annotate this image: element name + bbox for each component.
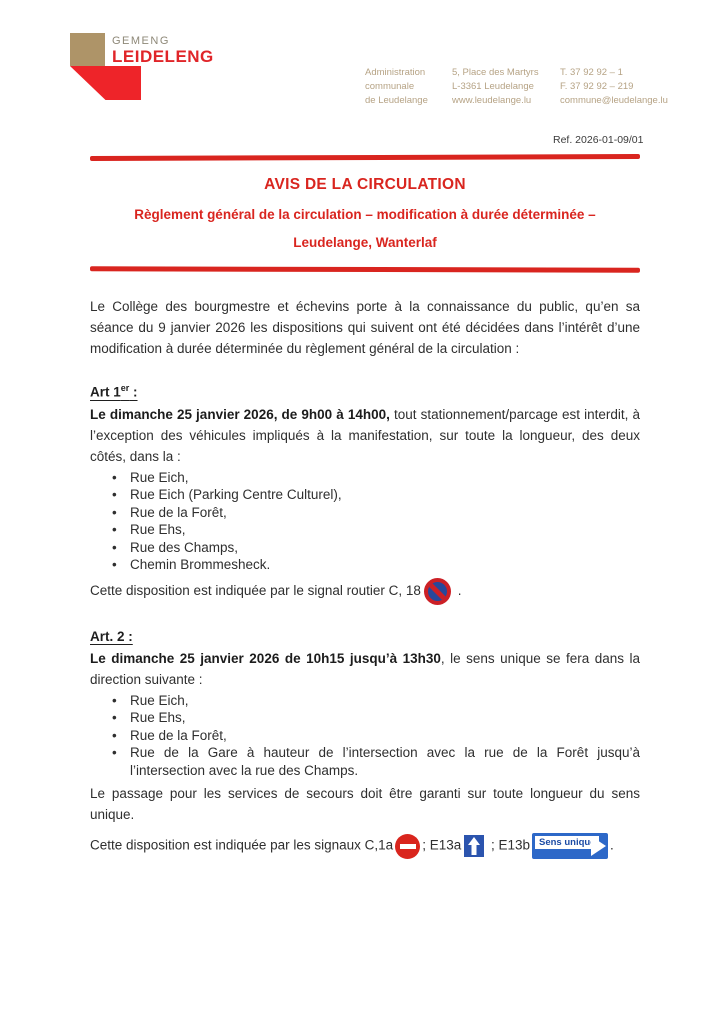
contact-phone: T. 37 92 92 – 1 xyxy=(560,67,623,78)
logo-name-label: LEIDELENG xyxy=(112,47,214,66)
no-entry-sign-c1a-icon xyxy=(395,834,420,859)
street-name: Rue de la Forêt, xyxy=(130,504,227,520)
list-item xyxy=(90,521,640,539)
list-item xyxy=(90,709,640,727)
one-way-up-arrow-sign-e13a-icon xyxy=(464,835,484,857)
article-2-street-list xyxy=(90,692,640,780)
list-item xyxy=(90,692,640,710)
contact-line: de Leudelange xyxy=(365,95,428,106)
contact-address-col2 xyxy=(452,66,560,108)
notice-subtitle-1: Règlement général de la circulation – modification à durée déterminée – xyxy=(134,207,596,222)
street-name: Rue de la Gare à hauteur de l’intersection avec la rue de la Forêt jusqu’à l’intersection avec la rue des Champs. xyxy=(130,745,640,778)
notice-subtitle-2: Leudelange, Wanterlaf xyxy=(293,235,437,250)
notice-title: AVIS DE LA CIRCULATION xyxy=(264,176,466,193)
list-item xyxy=(90,727,640,745)
divider-bar-top xyxy=(90,154,640,161)
notice-content xyxy=(90,155,640,859)
article-2-paragraph: Le dimanche 25 janvier 2026 de 10h15 jusqu’à 13h30, le sens unique se fera dans la direction suivante : xyxy=(90,650,641,687)
bullet-icon: • xyxy=(112,745,117,760)
sens-unique-label: Sens unique xyxy=(535,836,599,849)
article-1-street-list xyxy=(90,469,640,574)
bullet-icon: • xyxy=(112,469,117,485)
list-item xyxy=(90,486,640,504)
street-name: Rue Eich, xyxy=(130,692,189,708)
contact-website: www.leudelange.lu xyxy=(452,95,532,106)
bullet-icon: • xyxy=(112,504,117,520)
street-name: Rue des Champs, xyxy=(130,539,239,555)
list-item xyxy=(90,504,640,522)
contact-line: L-3361 Leudelange xyxy=(452,81,534,92)
article-2-signals-paragraph: Cette disposition est indiquée par les signaux C,1a ; E13a ; E13b Sens unique . xyxy=(90,833,640,859)
article-1-heading: Art 1er : xyxy=(90,383,138,400)
contact-line: Administration xyxy=(365,67,426,78)
contact-line: 5, Place des Martyrs xyxy=(452,67,539,78)
logo-gemeng-label: GEMENG xyxy=(112,35,170,47)
contact-address-col3 xyxy=(560,66,680,108)
right-arrow-icon xyxy=(591,836,606,856)
contact-block xyxy=(365,66,680,108)
list-item xyxy=(90,539,640,557)
list-item xyxy=(90,556,640,574)
contact-fax: F. 37 92 92 – 219 xyxy=(560,81,634,92)
street-name: Rue Eich (Parking Centre Culturel), xyxy=(130,487,342,502)
street-name: Rue Ehs, xyxy=(130,522,186,537)
bullet-icon: • xyxy=(112,710,117,725)
bullet-icon: • xyxy=(112,539,117,555)
street-name: Rue de la Forêt, xyxy=(130,727,227,743)
contact-email: commune@leudelange.lu xyxy=(560,95,668,106)
article-2-heading: Art. 2 : xyxy=(90,628,133,644)
contact-line: communale xyxy=(365,81,415,92)
street-name: Rue Eich, xyxy=(130,469,189,485)
bullet-icon: • xyxy=(112,487,117,502)
sens-unique-sign-e13b-icon xyxy=(532,833,608,859)
article-2-date-bold: Le dimanche 25 janvier 2026 de 10h15 jusqu’à 13h30 xyxy=(90,650,441,666)
passage-paragraph: Le passage pour les services de secours doit être garanti sur toute longueur du sens unique. xyxy=(90,786,640,822)
list-item xyxy=(90,744,640,779)
contact-address-col1 xyxy=(365,66,452,108)
article-1-paragraph: Le dimanche 25 janvier 2026, de 9h00 à 14h00, tout stationnement/parcage est interdit, à l’exception des véhicules impliqués à la manifestation, sur toute la longueur, des deux côtés, dans la : xyxy=(90,406,640,464)
reference-number: Ref. 2026-01-09/01 xyxy=(553,134,644,146)
bullet-icon: • xyxy=(112,522,117,537)
street-name: Rue Ehs, xyxy=(130,710,186,725)
ordinal-superscript: er xyxy=(120,383,130,393)
street-name: Chemin Brommesheck. xyxy=(130,557,271,572)
article-1-date-bold: Le dimanche 25 janvier 2026, de 9h00 à 14h00, xyxy=(90,406,390,422)
bullet-icon: • xyxy=(112,727,117,743)
article-1-signal-paragraph: Cette disposition est indiquée par le signal routier C, 18 . xyxy=(90,578,640,605)
logo-red-flag-icon xyxy=(70,66,141,100)
logo-tan-square xyxy=(70,33,105,66)
list-item xyxy=(90,469,640,487)
no-parking-sign-c18-icon xyxy=(424,578,451,605)
divider-bar-bottom xyxy=(90,266,640,272)
bullet-icon: • xyxy=(112,692,117,708)
intro-paragraph: Le Collège des bourgmestre et échevins porte à la connaissance du public, qu’en sa séance du 9 janvier 2026 les dispositions qui suivent ont été décidées dans l’intérêt d’une modification à durée déterminée du règlement général de la circulation : xyxy=(90,299,640,356)
bullet-icon: • xyxy=(112,557,117,572)
